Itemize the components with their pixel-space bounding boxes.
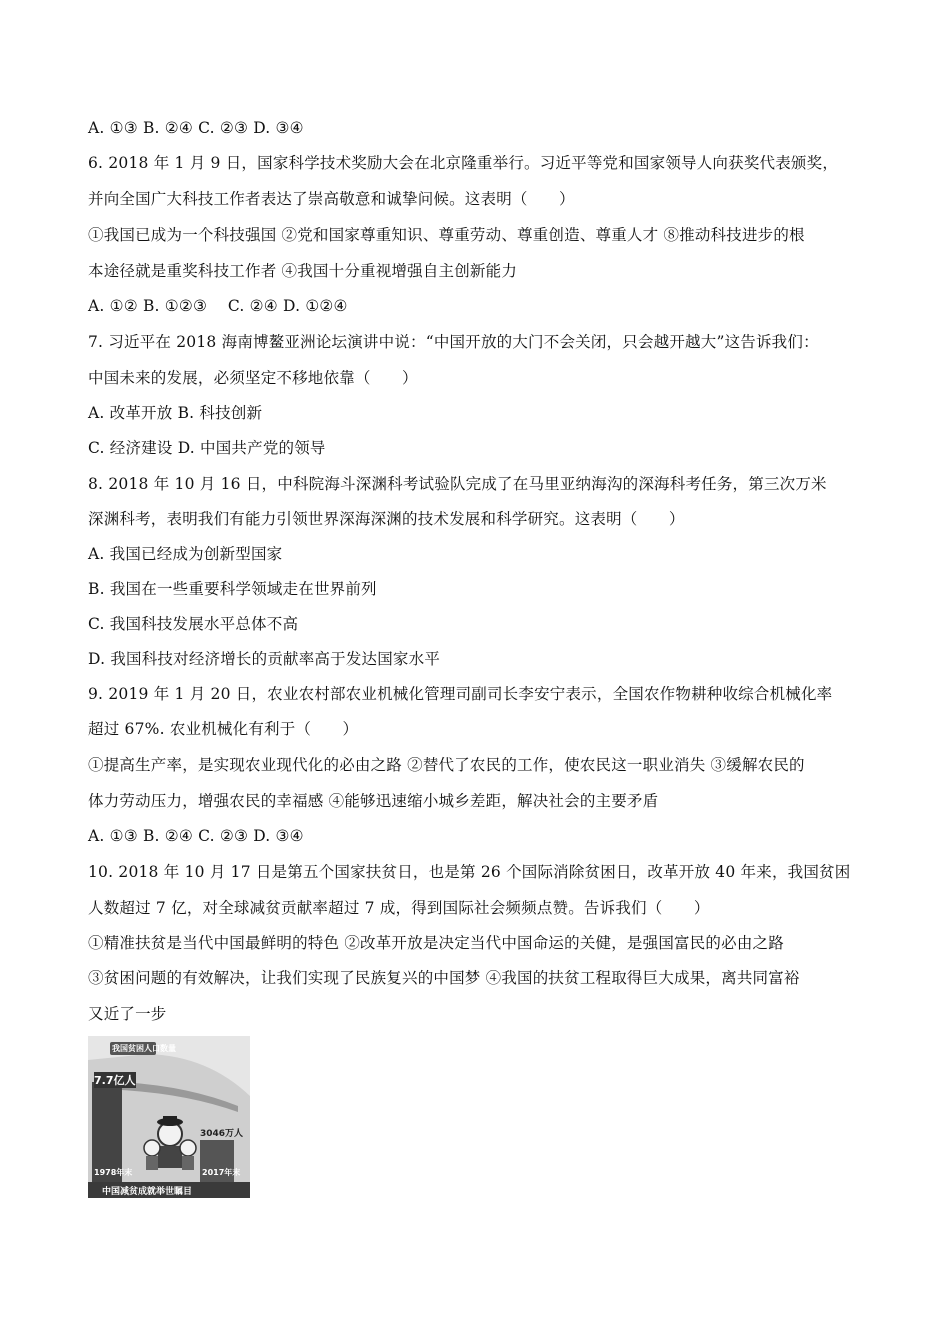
q10-statements-line1: ①精准扶贫是当代中国最鲜明的特色 ②改革开放是决定当代中国命运的关健，是强国富民的必由之路	[88, 934, 784, 952]
q6-stem-line2: 并向全国广大科技工作者表达了崇高敬意和诚挚问候。这表明（ ）	[88, 190, 575, 208]
q7-stem-line2: 中国未来的发展，必须坚定不移地依靠（ ）	[88, 369, 418, 387]
q6-options: A. ①② B. ①②③ C. ②④ D. ①②④	[88, 297, 348, 315]
value-2017: 3046万人	[200, 1129, 244, 1139]
q10-stem-line1: 10. 2018 年 10 月 17 日是第五个国家扶贫日，也是第 26 个国际消除贫困日，改革开放 40 年来，我国贫困	[88, 863, 851, 881]
infographic-caption: 中国减贫成就举世瞩目	[102, 1187, 193, 1197]
q5-options: A. ①③ B. ②④ C. ②③ D. ③④	[88, 119, 304, 137]
q6-stem-line1: 6. 2018 年 1 月 9 日，国家科学技术奖励大会在北京隆重举行。习近平等党和国家领导人向获奖代表颁奖，	[88, 154, 839, 172]
label-2017: 2017年末	[202, 1168, 241, 1177]
q10-statements-line2: ③贫困问题的有效解决，让我们实现了民族复兴的中国梦 ④我国的扶贫工程取得巨大成果，离共同富裕	[88, 969, 800, 987]
q6-statements-line2: 本途径就是重奖科技工作者 ④我国十分重视增强自主创新能力	[88, 262, 518, 280]
label-1978: 1978年末	[94, 1168, 133, 1177]
q9-statements-line2: 体力劳动压力，增强农民的幸福感 ④能够迅速缩小城乡差距，解决社会的主要矛盾	[88, 792, 659, 810]
poverty-infographic	[88, 1036, 250, 1198]
q9-options: A. ①③ B. ②④ C. ②③ D. ③④	[88, 827, 304, 845]
q9-statements-line1: ①提高生产率，是实现农业现代化的必由之路 ②替代了农民的工作，使农民这一职业消失 ③缓解农民的	[88, 756, 805, 774]
q10-stem-line2: 人数超过 7 亿，对全球减贫贡献率超过 7 成，得到国际社会频频点赞。告诉我们（ ）	[88, 899, 710, 917]
q8-option-c: C. 我国科技发展水平总体不高	[88, 615, 299, 633]
q10-statements-line3: 又近了一步	[88, 1005, 167, 1023]
q9-stem-line1: 9. 2019 年 1 月 20 日，农业农村部农业机械化管理司副司长李安宁表示，全国农作物耕种收综合机械化率	[88, 685, 833, 703]
value-1978: 7.7亿人	[94, 1074, 136, 1087]
q6-statements-line1: ①我国已成为一个科技强国 ②党和国家尊重知识、尊重劳动、尊重创造、尊重人才 ⑧推动科技进步的根	[88, 226, 805, 244]
q9-stem-line2: 超过 67%. 农业机械化有利于（ ）	[88, 720, 359, 738]
q8-stem-line1: 8. 2018 年 10 月 16 日，中科院海斗深渊科考试验队完成了在马里亚纳海沟的深海科考任务，第三次万米	[88, 475, 827, 493]
q8-stem-line2: 深渊科考，表明我们有能力引领世界深海深渊的技术发展和科学研究。这表明（ ）	[88, 510, 685, 528]
q8-option-a: A. 我国已经成为创新型国家	[88, 545, 283, 563]
infographic-title: 我国贫困人口数量	[112, 1044, 176, 1053]
q7-stem-line1: 7. 习近平在 2018 海南博鳌亚洲论坛演讲中说：“中国开放的大门不会关闭，只会越开越大”这告诉我们：	[88, 333, 819, 351]
q7-options-cd: C. 经济建设 D. 中国共产党的领导	[88, 439, 326, 457]
q7-options-ab: A. 改革开放 B. 科技创新	[88, 404, 263, 422]
q8-option-b: B. 我国在一些重要科学领域走在世界前列	[88, 580, 377, 598]
q8-option-d: D. 我国科技对经济增长的贡献率高于发达国家水平	[88, 650, 441, 668]
